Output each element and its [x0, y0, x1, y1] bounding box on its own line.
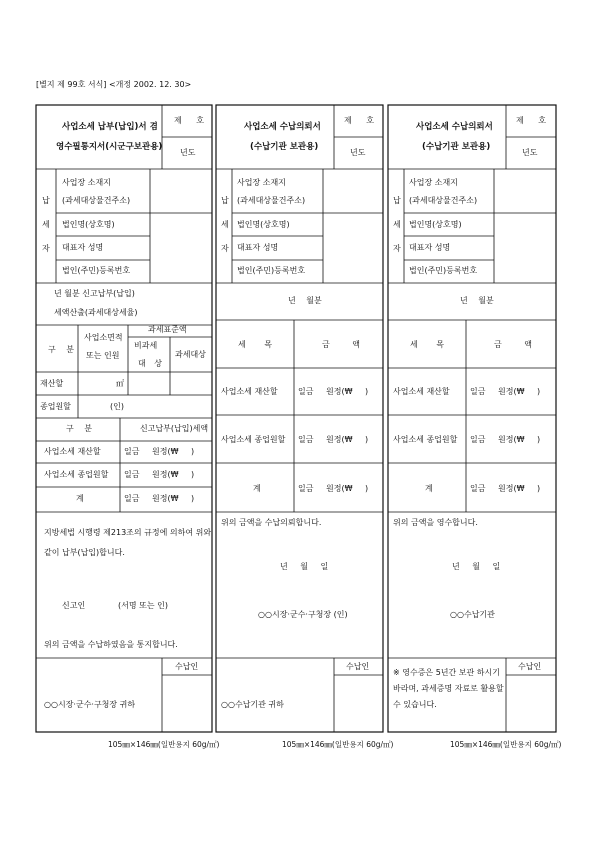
form-3-note-line-2: 바라며, 과세증명 자료로 활용할 — [393, 684, 504, 693]
form-1-sign-label: (서명 또는 인) — [118, 601, 168, 610]
form-2-issuer: ○○시장·군수·구청장 (인) — [258, 610, 348, 619]
form-1-declaration-line-1: 지방세법 시행령 제213조의 규정에 의하여 위와 — [44, 528, 212, 537]
form-1-subtitle: 영수필통지서(시군구보관용) — [56, 142, 163, 152]
form-2-rep-label: 대표자 성명 — [237, 243, 279, 252]
form-2-subtitle: (수납기관 보관용) — [250, 142, 319, 152]
form-3-corp-name-label: 법인명(상호명) — [409, 220, 462, 229]
form-1-notify-text: 위의 금액을 수납하였음을 통지합니다. — [44, 640, 178, 649]
form-2-col-amount: 금 액 — [322, 340, 370, 349]
form-3-receipt-stamp: 수납인 — [518, 662, 542, 671]
form-2-date-text: 년 월 일 — [280, 562, 329, 571]
form-1-row-employee: 종업원할 — [40, 402, 71, 411]
form-3-issuer: ○○수납기관 — [450, 610, 495, 619]
form-1-declaration-line-2: 같이 납부(납입)합니다. — [44, 548, 125, 557]
form-1-col-area: 사업소면적 — [84, 333, 123, 342]
form-1-col-taxable: 과세대상 — [175, 350, 206, 359]
form-1-address-sublabel: (과세대상물건주소) — [62, 196, 131, 205]
form-3-note-line-1: ※ 영수증은 5년간 보관 하시기 — [393, 668, 500, 677]
form-3-year-label: 년도 — [522, 148, 538, 157]
form-1-amount-employee: 일금 원정(₩ ) — [124, 470, 195, 479]
form-1-amount-total: 일금 원정(₩ ) — [124, 494, 195, 503]
form-3-paper-size: 105㎜×146㎜(일반용지 60g/㎡) — [450, 740, 562, 749]
form-2-period-label: 년 월분 — [288, 296, 322, 305]
form-3-address-label: 사업장 소재지 — [409, 178, 458, 187]
form-1-col-area-sub: 또는 인원 — [86, 351, 120, 360]
form-3-note-line-3: 수 있습니다. — [393, 700, 437, 709]
form-2-title: 사업소세 수납의뢰서 — [244, 122, 321, 132]
form-1-rep-label: 대표자 성명 — [62, 243, 104, 252]
form-3-title: 사업소세 수납의뢰서 — [416, 122, 493, 132]
form-3-address-sublabel: (과세대상물건주소) — [409, 196, 478, 205]
form-1-address-label: 사업장 소재지 — [62, 178, 111, 187]
form-2-receipt-stamp: 수납인 — [346, 662, 370, 671]
form-3-reg-no-label: 법인(주민)등록번호 — [409, 266, 478, 275]
form-1-reg-no-label: 법인(주민)등록번호 — [62, 266, 131, 275]
form-1-taxpayer-char-2: 세 — [42, 220, 50, 229]
form-3-amount-property: 일금 원정(₩ ) — [470, 387, 541, 396]
form-2-taxpayer-char-2: 세 — [221, 220, 229, 229]
form-1-tax-row-total: 계 — [76, 494, 84, 503]
form-2-corp-name-label: 법인명(상호명) — [237, 220, 290, 229]
form-number: [별지 제 99호 서식] <개정 2002. 12. 30> — [36, 80, 192, 89]
form-1-year-label: 년도 — [180, 148, 196, 157]
form-2-no-label: 제 호 — [344, 116, 380, 125]
form-1-col-category: 구 분 — [48, 345, 78, 354]
form-1-tax-col-category: 구 분 — [66, 424, 96, 433]
form-1-tax-row-employee: 사업소세 종업원할 — [44, 470, 109, 479]
form-3-rep-label: 대표자 성명 — [409, 243, 451, 252]
form-2-taxpayer-char-1: 납 — [221, 196, 229, 205]
form-3-taxpayer-char-1: 납 — [393, 196, 401, 205]
form-1-title: 사업소세 납부(납입)서 겸 — [62, 122, 158, 132]
form-1-calc-label: 세액산출(과세대상세율) — [54, 308, 138, 317]
form-1-corp-name-label: 법인명(상호명) — [62, 220, 115, 229]
form-2-address-sublabel: (과세대상물건주소) — [237, 196, 306, 205]
form-1-tax-col-amount: 신고납부(납입)세액 — [140, 424, 209, 433]
form-3-period-label: 년 월분 — [460, 296, 494, 305]
form-3-col-item: 세 목 — [410, 340, 452, 349]
form-2-year-label: 년도 — [350, 148, 366, 157]
form-1-filer-label: 신고인 — [62, 601, 86, 610]
form-1-receipt-stamp: 수납인 — [175, 662, 199, 671]
form-1-unit-area: ㎡ — [116, 379, 124, 388]
form-1-taxpayer-char-3: 자 — [42, 244, 50, 253]
form-2-col-item: 세 목 — [238, 340, 280, 349]
form-1-amount-property: 일금 원정(₩ ) — [124, 447, 195, 456]
form-2-amount-total: 일금 원정(₩ ) — [298, 484, 369, 493]
form-2-request-text: 위의 금액을 수납의뢰합니다. — [221, 518, 322, 527]
form-3-subtitle: (수납기관 보관용) — [422, 142, 491, 152]
form-2-reg-no-label: 법인(주민)등록번호 — [237, 266, 306, 275]
form-3-col-amount: 금 액 — [494, 340, 542, 349]
form-2-amount-employee: 일금 원정(₩ ) — [298, 435, 369, 444]
form-1-addressee: ○○시장·군수·구청장 귀하 — [44, 700, 136, 709]
form-2-addressee: ○○수납기관 귀하 — [221, 700, 284, 709]
form-2-amount-property: 일금 원정(₩ ) — [298, 387, 369, 396]
form-1-row-property: 재산할 — [40, 379, 64, 388]
form-1-unit-person: (인) — [110, 402, 124, 411]
form-1-no-label: 제 호 — [174, 116, 210, 125]
form-1-col-nontax: 비과세 — [134, 341, 158, 350]
form-3-amount-total: 일금 원정(₩ ) — [470, 484, 541, 493]
form-1-col-nontax-sub: 대 상 — [138, 359, 165, 368]
form-3-receipt-text: 위의 금액을 영수합니다. — [393, 518, 478, 527]
form-3-date-text: 년 월 일 — [452, 562, 501, 571]
form-2-row-employee: 사업소세 종업원할 — [221, 435, 286, 444]
form-1-taxpayer-char-1: 납 — [42, 196, 50, 205]
form-1-paper-size: 105㎜×146㎜(일반용지 60g/㎡) — [108, 740, 220, 749]
form-2-row-total: 계 — [253, 484, 261, 493]
form-2-row-property: 사업소세 재산할 — [221, 387, 278, 396]
form-2-address-label: 사업장 소재지 — [237, 178, 286, 187]
form-3-row-property: 사업소세 재산할 — [393, 387, 450, 396]
form-2-taxpayer-char-3: 자 — [221, 244, 229, 253]
form-3-row-employee: 사업소세 종업원할 — [393, 435, 458, 444]
form-3-amount-employee: 일금 원정(₩ ) — [470, 435, 541, 444]
form-1-tax-row-property: 사업소세 재산할 — [44, 447, 101, 456]
form-2-paper-size: 105㎜×146㎜(일반용지 60g/㎡) — [282, 740, 394, 749]
form-3-no-label: 제 호 — [516, 116, 552, 125]
form-3-taxpayer-char-2: 세 — [393, 220, 401, 229]
form-3-taxpayer-char-3: 자 — [393, 244, 401, 253]
form-1-col-taxbase: 과세표준액 — [148, 325, 187, 334]
form-3-row-total: 계 — [425, 484, 433, 493]
form-1-period-label: 년 월분 신고납부(납입) — [54, 289, 135, 298]
